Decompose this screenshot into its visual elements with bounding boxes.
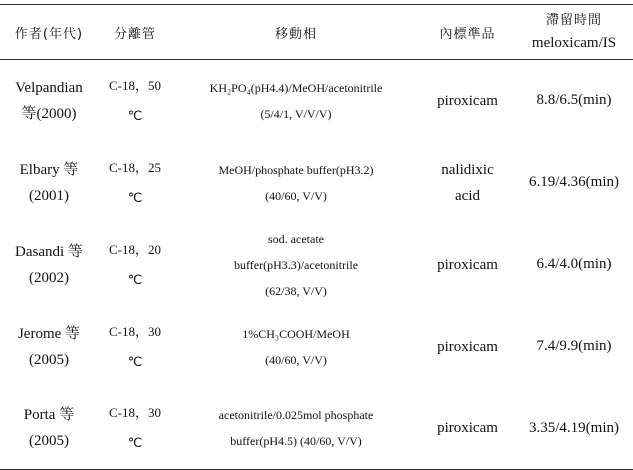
cell-column — [98, 388, 172, 470]
cell-author — [0, 306, 98, 388]
cell-retention-time: 6.4/4.0(min) — [536, 256, 612, 272]
mobile-line: (62/38, V/V) — [265, 283, 327, 298]
standard-name-cont: acid — [455, 187, 480, 204]
author-name: Porta 等 — [23, 407, 75, 424]
standard-name: piroxicam — [437, 92, 498, 109]
header-retention-label: 滯留時間 — [545, 13, 602, 28]
author-year: (2002) — [29, 269, 69, 286]
column-unit: ℃ — [127, 353, 143, 369]
standard-name: piroxicam — [437, 338, 498, 355]
cell-retention-time: 8.8/6.5(min) — [536, 92, 612, 109]
cell-internal-standard — [420, 388, 515, 470]
cell-retention-time: 6.19/4.36(min) — [529, 174, 619, 190]
author-name: Jerome 等 — [17, 325, 81, 342]
cell-author — [0, 60, 98, 142]
column-type: C-18，30 — [108, 323, 161, 339]
mobile-line: acetonitrile/0.025mol phosphate — [218, 408, 374, 423]
standard-name: nalidixic — [441, 161, 494, 178]
cell-retention-time: 7.4/9.9(min) — [536, 338, 612, 354]
column-type: C-18，30 — [108, 405, 161, 421]
column-type: C-18，20 — [108, 241, 161, 257]
header-column: 分離管 — [98, 5, 172, 60]
cell-internal-standard — [420, 60, 515, 142]
author-name: Dasandi 等 — [15, 243, 83, 260]
mobile-line: sod. acetate — [268, 231, 324, 246]
cell-retention-time: 3.35/4.19(min) — [515, 388, 633, 470]
table-row — [0, 224, 633, 306]
cell-author — [0, 388, 98, 470]
mobile-line: KH₂PO₄(pH4.4)/MeOH/acetonitrile — [209, 80, 383, 95]
cell-column — [98, 60, 172, 142]
cell-internal-standard — [420, 224, 515, 306]
author-name: Velpandian — [15, 79, 83, 96]
cell-mobile-phase — [172, 306, 420, 388]
table-row — [0, 60, 633, 142]
mobile-line: buffer(pH3.3)/acetonitrile — [233, 257, 359, 272]
cell-mobile-phase — [172, 224, 420, 306]
table-row — [0, 306, 633, 388]
column-unit: ℃ — [127, 189, 143, 205]
author-name: Elbary 等 — [19, 161, 79, 178]
column-unit: ℃ — [127, 107, 143, 123]
cell-author — [0, 224, 98, 306]
standard-name: piroxicam — [437, 420, 498, 437]
table-header — [0, 5, 633, 60]
mobile-line: 1%CH₃COOH/MeOH — [242, 326, 350, 341]
cell-internal-standard — [420, 306, 515, 388]
cell-column — [98, 224, 172, 306]
cell-author — [0, 142, 98, 224]
column-unit: ℃ — [127, 435, 143, 451]
hplc-methods-table — [0, 4, 633, 470]
author-year: (2005) — [29, 351, 69, 368]
author-year: 等(2000) — [21, 105, 77, 122]
header-retention-unit: meloxicam/IS — [531, 35, 617, 51]
column-unit: ℃ — [127, 271, 143, 287]
header-internal-standard: 內標準品 — [420, 5, 515, 60]
mobile-line: (40/60, V/V) — [265, 352, 327, 367]
cell-mobile-phase — [172, 142, 420, 224]
mobile-line: (40/60, V/V) — [265, 188, 327, 203]
table-body — [0, 60, 633, 470]
cell-column — [98, 142, 172, 224]
mobile-line: buffer(pH4.5) (40/60, V/V) — [230, 434, 362, 449]
table-row — [0, 388, 633, 470]
column-type: C-18，50 — [108, 77, 161, 93]
header-author: 作者(年代) — [0, 5, 98, 60]
cell-internal-standard — [420, 142, 515, 224]
author-year: (2001) — [29, 187, 69, 204]
mobile-line: (5/4/1, V/V/V) — [260, 106, 332, 121]
standard-name: piroxicam — [437, 256, 498, 273]
column-type: C-18，25 — [108, 159, 161, 175]
cell-column — [98, 306, 172, 388]
cell-mobile-phase — [172, 60, 420, 142]
header-mobile-phase: 移動相 — [172, 5, 420, 60]
table-row — [0, 142, 633, 224]
cell-mobile-phase — [172, 388, 420, 470]
header-row — [0, 5, 633, 60]
mobile-line: MeOH/phosphate buffer(pH3.2) — [218, 162, 374, 177]
author-year: (2005) — [29, 433, 69, 450]
header-retention-time — [515, 5, 633, 60]
